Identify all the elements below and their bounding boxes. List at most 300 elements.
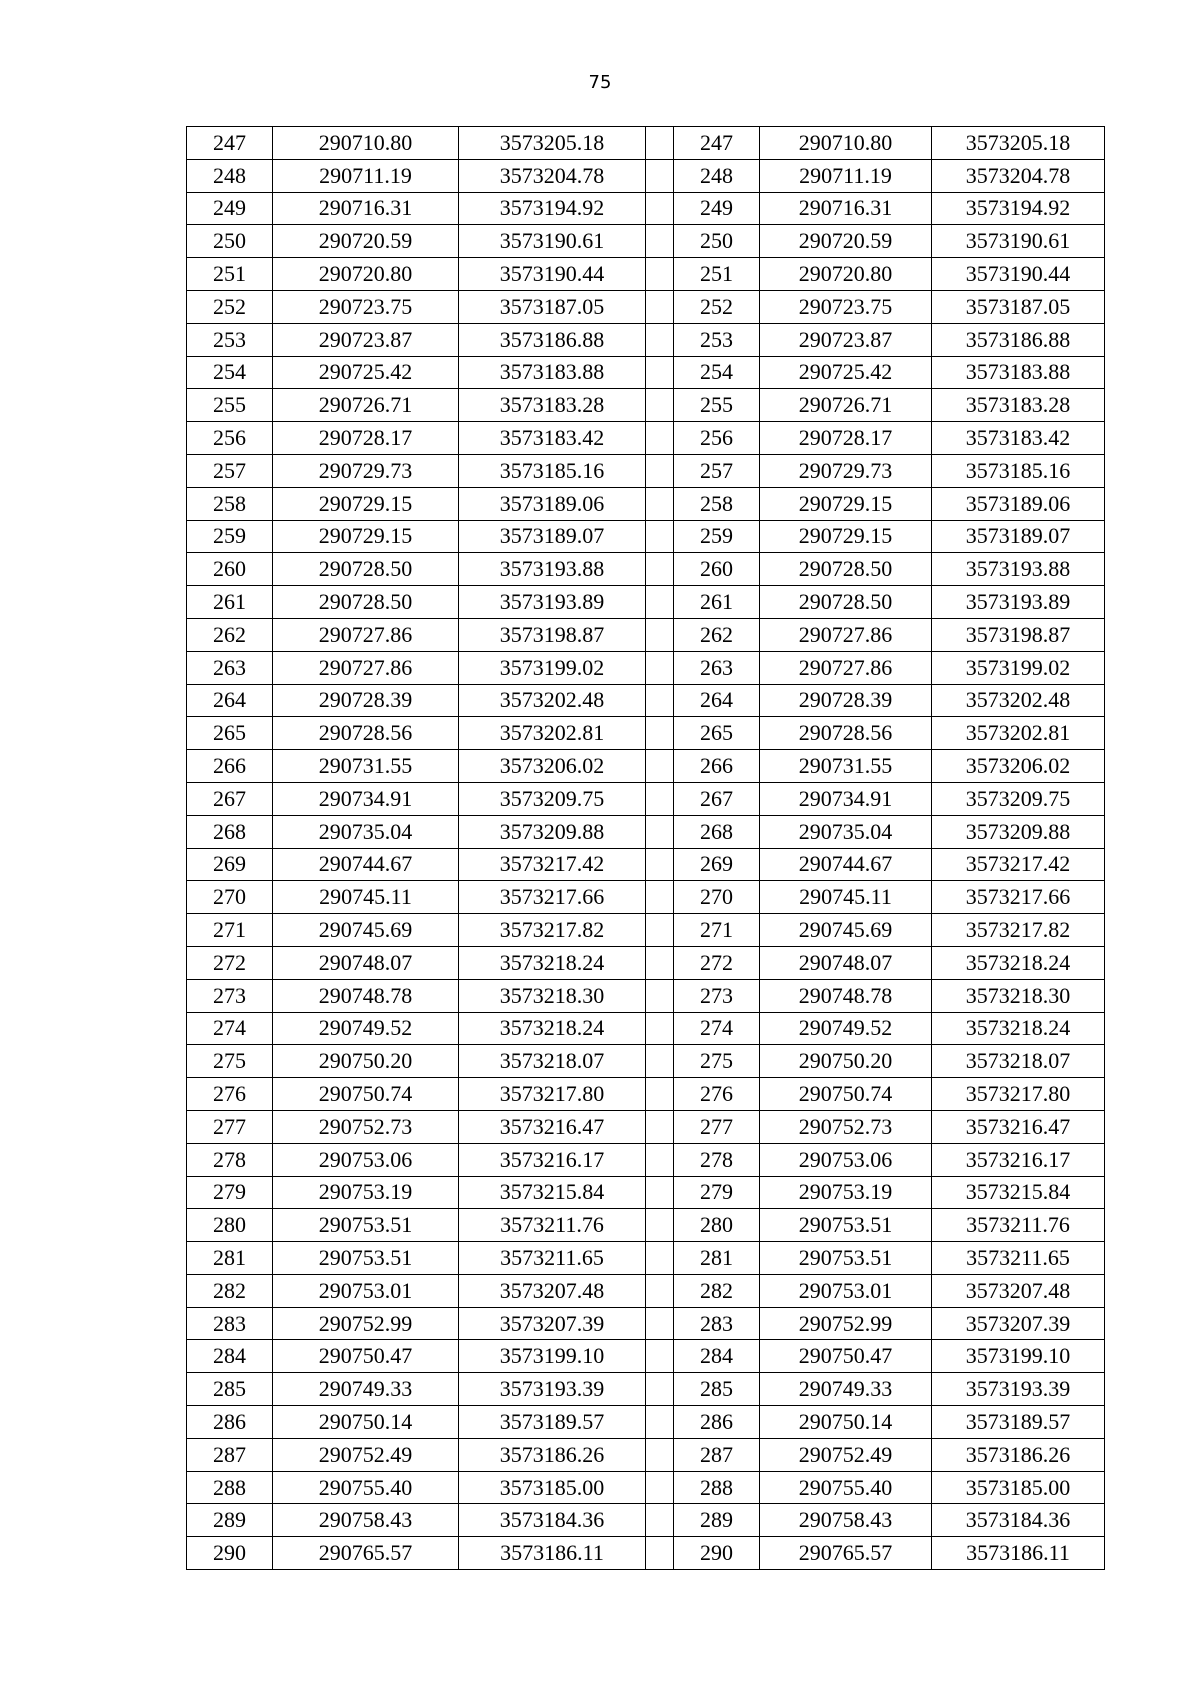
left-y-coordinate-cell: 3573217.80	[459, 1078, 646, 1111]
separator-cell	[646, 946, 674, 979]
right-x-coordinate-cell: 290753.19	[760, 1176, 932, 1209]
left-point-number-cell: 269	[187, 848, 273, 881]
right-point-number-cell: 270	[674, 881, 760, 914]
table-row	[187, 1274, 1105, 1307]
left-y-coordinate-cell: 3573185.16	[459, 454, 646, 487]
left-y-coordinate-cell: 3573202.81	[459, 717, 646, 750]
separator-cell	[646, 684, 674, 717]
left-y-coordinate-cell: 3573217.66	[459, 881, 646, 914]
left-y-coordinate-cell: 3573198.87	[459, 618, 646, 651]
left-point-number-cell: 285	[187, 1373, 273, 1406]
right-point-number-cell: 257	[674, 454, 760, 487]
left-point-number-cell: 255	[187, 389, 273, 422]
right-point-number-cell: 271	[674, 914, 760, 947]
right-y-coordinate-cell: 3573193.39	[932, 1373, 1105, 1406]
right-point-number-cell: 264	[674, 684, 760, 717]
right-y-coordinate-cell: 3573206.02	[932, 750, 1105, 783]
right-x-coordinate-cell: 290728.17	[760, 422, 932, 455]
left-x-coordinate-cell: 290750.74	[273, 1078, 459, 1111]
right-x-coordinate-cell: 290723.87	[760, 323, 932, 356]
right-y-coordinate-cell: 3573217.42	[932, 848, 1105, 881]
right-y-coordinate-cell: 3573216.17	[932, 1143, 1105, 1176]
left-point-number-cell: 283	[187, 1307, 273, 1340]
table-row	[187, 651, 1105, 684]
left-point-number-cell: 266	[187, 750, 273, 783]
left-y-coordinate-cell: 3573216.17	[459, 1143, 646, 1176]
left-y-coordinate-cell: 3573183.88	[459, 356, 646, 389]
right-y-coordinate-cell: 3573202.48	[932, 684, 1105, 717]
left-x-coordinate-cell: 290727.86	[273, 618, 459, 651]
table-row	[187, 684, 1105, 717]
left-y-coordinate-cell: 3573193.88	[459, 553, 646, 586]
right-y-coordinate-cell: 3573199.10	[932, 1340, 1105, 1373]
left-x-coordinate-cell: 290765.57	[273, 1537, 459, 1570]
left-y-coordinate-cell: 3573186.11	[459, 1537, 646, 1570]
left-x-coordinate-cell: 290753.06	[273, 1143, 459, 1176]
right-point-number-cell: 274	[674, 1012, 760, 1045]
right-x-coordinate-cell: 290758.43	[760, 1504, 932, 1537]
right-point-number-cell: 263	[674, 651, 760, 684]
left-point-number-cell: 253	[187, 323, 273, 356]
separator-cell	[646, 782, 674, 815]
right-point-number-cell: 261	[674, 586, 760, 619]
left-x-coordinate-cell: 290729.73	[273, 454, 459, 487]
separator-cell	[646, 1045, 674, 1078]
right-x-coordinate-cell: 290716.31	[760, 192, 932, 225]
table-row	[187, 356, 1105, 389]
left-point-number-cell: 274	[187, 1012, 273, 1045]
left-point-number-cell: 257	[187, 454, 273, 487]
separator-cell	[646, 586, 674, 619]
separator-cell	[646, 553, 674, 586]
left-y-coordinate-cell: 3573217.42	[459, 848, 646, 881]
table-row	[187, 1504, 1105, 1537]
separator-cell	[646, 1373, 674, 1406]
left-point-number-cell: 250	[187, 225, 273, 258]
right-y-coordinate-cell: 3573215.84	[932, 1176, 1105, 1209]
right-y-coordinate-cell: 3573194.92	[932, 192, 1105, 225]
right-x-coordinate-cell: 290752.73	[760, 1110, 932, 1143]
right-y-coordinate-cell: 3573211.65	[932, 1242, 1105, 1275]
table-row	[187, 848, 1105, 881]
left-point-number-cell: 277	[187, 1110, 273, 1143]
left-x-coordinate-cell: 290716.31	[273, 192, 459, 225]
table-row	[187, 1537, 1105, 1570]
left-y-coordinate-cell: 3573218.24	[459, 1012, 646, 1045]
table-row	[187, 1209, 1105, 1242]
right-y-coordinate-cell: 3573199.02	[932, 651, 1105, 684]
right-y-coordinate-cell: 3573185.00	[932, 1471, 1105, 1504]
separator-cell	[646, 323, 674, 356]
left-y-coordinate-cell: 3573185.00	[459, 1471, 646, 1504]
left-point-number-cell: 276	[187, 1078, 273, 1111]
left-point-number-cell: 273	[187, 979, 273, 1012]
right-point-number-cell: 256	[674, 422, 760, 455]
separator-cell	[646, 1110, 674, 1143]
table-row	[187, 1242, 1105, 1275]
left-y-coordinate-cell: 3573190.61	[459, 225, 646, 258]
left-y-coordinate-cell: 3573189.06	[459, 487, 646, 520]
left-point-number-cell: 248	[187, 159, 273, 192]
left-point-number-cell: 265	[187, 717, 273, 750]
right-y-coordinate-cell: 3573190.44	[932, 258, 1105, 291]
table-row	[187, 454, 1105, 487]
separator-cell	[646, 914, 674, 947]
left-point-number-cell: 289	[187, 1504, 273, 1537]
left-point-number-cell: 286	[187, 1406, 273, 1439]
left-point-number-cell: 272	[187, 946, 273, 979]
right-y-coordinate-cell: 3573185.16	[932, 454, 1105, 487]
right-y-coordinate-cell: 3573193.89	[932, 586, 1105, 619]
left-y-coordinate-cell: 3573217.82	[459, 914, 646, 947]
left-point-number-cell: 264	[187, 684, 273, 717]
right-x-coordinate-cell: 290753.06	[760, 1143, 932, 1176]
right-point-number-cell: 269	[674, 848, 760, 881]
right-y-coordinate-cell: 3573211.76	[932, 1209, 1105, 1242]
table-row	[187, 192, 1105, 225]
left-point-number-cell: 260	[187, 553, 273, 586]
left-y-coordinate-cell: 3573209.88	[459, 815, 646, 848]
left-x-coordinate-cell: 290728.39	[273, 684, 459, 717]
left-point-number-cell: 263	[187, 651, 273, 684]
separator-cell	[646, 651, 674, 684]
table-row	[187, 127, 1105, 160]
left-y-coordinate-cell: 3573218.07	[459, 1045, 646, 1078]
left-y-coordinate-cell: 3573207.39	[459, 1307, 646, 1340]
right-point-number-cell: 250	[674, 225, 760, 258]
page-number: 75	[588, 72, 612, 93]
separator-cell	[646, 1274, 674, 1307]
right-y-coordinate-cell: 3573217.66	[932, 881, 1105, 914]
right-y-coordinate-cell: 3573183.28	[932, 389, 1105, 422]
separator-cell	[646, 1012, 674, 1045]
right-y-coordinate-cell: 3573183.88	[932, 356, 1105, 389]
right-point-number-cell: 251	[674, 258, 760, 291]
left-point-number-cell: 288	[187, 1471, 273, 1504]
left-x-coordinate-cell: 290752.99	[273, 1307, 459, 1340]
right-y-coordinate-cell: 3573218.30	[932, 979, 1105, 1012]
right-y-coordinate-cell: 3573209.75	[932, 782, 1105, 815]
right-point-number-cell: 289	[674, 1504, 760, 1537]
left-point-number-cell: 290	[187, 1537, 273, 1570]
separator-cell	[646, 1143, 674, 1176]
right-x-coordinate-cell: 290728.50	[760, 586, 932, 619]
left-point-number-cell: 270	[187, 881, 273, 914]
separator-cell	[646, 520, 674, 553]
left-point-number-cell: 282	[187, 1274, 273, 1307]
right-x-coordinate-cell: 290728.50	[760, 553, 932, 586]
right-point-number-cell: 273	[674, 979, 760, 1012]
right-point-number-cell: 258	[674, 487, 760, 520]
separator-cell	[646, 1307, 674, 1340]
right-y-coordinate-cell: 3573218.07	[932, 1045, 1105, 1078]
right-x-coordinate-cell: 290729.73	[760, 454, 932, 487]
separator-cell	[646, 225, 674, 258]
left-x-coordinate-cell: 290725.42	[273, 356, 459, 389]
left-y-coordinate-cell: 3573190.44	[459, 258, 646, 291]
left-point-number-cell: 279	[187, 1176, 273, 1209]
coordinates-table-body	[187, 127, 1105, 1570]
table-row	[187, 1176, 1105, 1209]
separator-cell	[646, 389, 674, 422]
right-x-coordinate-cell: 290727.86	[760, 651, 932, 684]
left-point-number-cell: 268	[187, 815, 273, 848]
left-y-coordinate-cell: 3573218.30	[459, 979, 646, 1012]
left-y-coordinate-cell: 3573184.36	[459, 1504, 646, 1537]
left-x-coordinate-cell: 290729.15	[273, 487, 459, 520]
left-y-coordinate-cell: 3573199.02	[459, 651, 646, 684]
left-x-coordinate-cell: 290728.50	[273, 586, 459, 619]
right-x-coordinate-cell: 290729.15	[760, 487, 932, 520]
table-row	[187, 258, 1105, 291]
left-x-coordinate-cell: 290752.73	[273, 1110, 459, 1143]
right-x-coordinate-cell: 290765.57	[760, 1537, 932, 1570]
left-x-coordinate-cell: 290753.01	[273, 1274, 459, 1307]
left-x-coordinate-cell: 290723.87	[273, 323, 459, 356]
table-row	[187, 782, 1105, 815]
separator-cell	[646, 356, 674, 389]
left-y-coordinate-cell: 3573183.28	[459, 389, 646, 422]
separator-cell	[646, 159, 674, 192]
table-row	[187, 1340, 1105, 1373]
separator-cell	[646, 258, 674, 291]
right-x-coordinate-cell: 290723.75	[760, 290, 932, 323]
right-point-number-cell: 268	[674, 815, 760, 848]
right-point-number-cell: 277	[674, 1110, 760, 1143]
left-point-number-cell: 247	[187, 127, 273, 160]
right-y-coordinate-cell: 3573205.18	[932, 127, 1105, 160]
right-point-number-cell: 248	[674, 159, 760, 192]
right-x-coordinate-cell: 290750.74	[760, 1078, 932, 1111]
right-x-coordinate-cell: 290750.20	[760, 1045, 932, 1078]
separator-cell	[646, 1504, 674, 1537]
right-y-coordinate-cell: 3573207.48	[932, 1274, 1105, 1307]
left-y-coordinate-cell: 3573216.47	[459, 1110, 646, 1143]
right-point-number-cell: 280	[674, 1209, 760, 1242]
right-x-coordinate-cell: 290734.91	[760, 782, 932, 815]
right-x-coordinate-cell: 290750.47	[760, 1340, 932, 1373]
left-y-coordinate-cell: 3573211.76	[459, 1209, 646, 1242]
right-point-number-cell: 276	[674, 1078, 760, 1111]
separator-cell	[646, 1176, 674, 1209]
right-point-number-cell: 267	[674, 782, 760, 815]
right-point-number-cell: 288	[674, 1471, 760, 1504]
left-point-number-cell: 275	[187, 1045, 273, 1078]
right-point-number-cell: 255	[674, 389, 760, 422]
table-row	[187, 1143, 1105, 1176]
left-x-coordinate-cell: 290753.51	[273, 1242, 459, 1275]
right-point-number-cell: 283	[674, 1307, 760, 1340]
left-x-coordinate-cell: 290723.75	[273, 290, 459, 323]
left-x-coordinate-cell: 290745.11	[273, 881, 459, 914]
separator-cell	[646, 815, 674, 848]
left-y-coordinate-cell: 3573189.07	[459, 520, 646, 553]
left-y-coordinate-cell: 3573202.48	[459, 684, 646, 717]
separator-cell	[646, 1242, 674, 1275]
right-x-coordinate-cell: 290744.67	[760, 848, 932, 881]
table-row	[187, 1438, 1105, 1471]
right-point-number-cell: 281	[674, 1242, 760, 1275]
right-y-coordinate-cell: 3573202.81	[932, 717, 1105, 750]
right-y-coordinate-cell: 3573183.42	[932, 422, 1105, 455]
left-y-coordinate-cell: 3573186.88	[459, 323, 646, 356]
left-y-coordinate-cell: 3573211.65	[459, 1242, 646, 1275]
left-y-coordinate-cell: 3573218.24	[459, 946, 646, 979]
separator-cell	[646, 1078, 674, 1111]
table-row	[187, 1012, 1105, 1045]
table-row	[187, 225, 1105, 258]
left-point-number-cell: 262	[187, 618, 273, 651]
right-y-coordinate-cell: 3573186.88	[932, 323, 1105, 356]
right-point-number-cell: 285	[674, 1373, 760, 1406]
right-x-coordinate-cell: 290753.51	[760, 1242, 932, 1275]
right-y-coordinate-cell: 3573193.88	[932, 553, 1105, 586]
right-x-coordinate-cell: 290711.19	[760, 159, 932, 192]
table-row	[187, 717, 1105, 750]
right-point-number-cell: 252	[674, 290, 760, 323]
separator-cell	[646, 979, 674, 1012]
left-x-coordinate-cell: 290729.15	[273, 520, 459, 553]
right-point-number-cell: 266	[674, 750, 760, 783]
right-x-coordinate-cell: 290725.42	[760, 356, 932, 389]
left-y-coordinate-cell: 3573207.48	[459, 1274, 646, 1307]
right-y-coordinate-cell: 3573218.24	[932, 946, 1105, 979]
left-x-coordinate-cell: 290727.86	[273, 651, 459, 684]
right-point-number-cell: 265	[674, 717, 760, 750]
right-y-coordinate-cell: 3573209.88	[932, 815, 1105, 848]
right-y-coordinate-cell: 3573189.07	[932, 520, 1105, 553]
separator-cell	[646, 1471, 674, 1504]
right-y-coordinate-cell: 3573207.39	[932, 1307, 1105, 1340]
right-x-coordinate-cell: 290735.04	[760, 815, 932, 848]
right-y-coordinate-cell: 3573190.61	[932, 225, 1105, 258]
right-y-coordinate-cell: 3573217.82	[932, 914, 1105, 947]
left-y-coordinate-cell: 3573206.02	[459, 750, 646, 783]
right-point-number-cell: 272	[674, 946, 760, 979]
right-y-coordinate-cell: 3573204.78	[932, 159, 1105, 192]
left-x-coordinate-cell: 290753.19	[273, 1176, 459, 1209]
left-y-coordinate-cell: 3573189.57	[459, 1406, 646, 1439]
left-point-number-cell: 261	[187, 586, 273, 619]
right-point-number-cell: 253	[674, 323, 760, 356]
right-y-coordinate-cell: 3573186.26	[932, 1438, 1105, 1471]
left-x-coordinate-cell: 290728.56	[273, 717, 459, 750]
right-x-coordinate-cell: 290726.71	[760, 389, 932, 422]
right-y-coordinate-cell: 3573184.36	[932, 1504, 1105, 1537]
left-point-number-cell: 278	[187, 1143, 273, 1176]
right-x-coordinate-cell: 290749.33	[760, 1373, 932, 1406]
left-y-coordinate-cell: 3573215.84	[459, 1176, 646, 1209]
left-x-coordinate-cell: 290734.91	[273, 782, 459, 815]
right-x-coordinate-cell: 290750.14	[760, 1406, 932, 1439]
separator-cell	[646, 192, 674, 225]
right-y-coordinate-cell: 3573189.57	[932, 1406, 1105, 1439]
left-y-coordinate-cell: 3573199.10	[459, 1340, 646, 1373]
separator-cell	[646, 618, 674, 651]
right-x-coordinate-cell: 290728.39	[760, 684, 932, 717]
coordinates-table	[186, 126, 1105, 1570]
right-point-number-cell: 247	[674, 127, 760, 160]
table-row	[187, 1406, 1105, 1439]
left-x-coordinate-cell: 290755.40	[273, 1471, 459, 1504]
separator-cell	[646, 454, 674, 487]
right-point-number-cell: 282	[674, 1274, 760, 1307]
left-x-coordinate-cell: 290749.33	[273, 1373, 459, 1406]
right-point-number-cell: 262	[674, 618, 760, 651]
right-x-coordinate-cell: 290727.86	[760, 618, 932, 651]
right-point-number-cell: 249	[674, 192, 760, 225]
left-x-coordinate-cell: 290748.07	[273, 946, 459, 979]
left-y-coordinate-cell: 3573205.18	[459, 127, 646, 160]
table-row	[187, 979, 1105, 1012]
left-y-coordinate-cell: 3573186.26	[459, 1438, 646, 1471]
left-point-number-cell: 249	[187, 192, 273, 225]
left-x-coordinate-cell: 290728.17	[273, 422, 459, 455]
left-y-coordinate-cell: 3573209.75	[459, 782, 646, 815]
right-x-coordinate-cell: 290752.49	[760, 1438, 932, 1471]
right-x-coordinate-cell: 290731.55	[760, 750, 932, 783]
left-x-coordinate-cell: 290745.69	[273, 914, 459, 947]
table-row	[187, 1471, 1105, 1504]
left-point-number-cell: 251	[187, 258, 273, 291]
left-x-coordinate-cell: 290750.14	[273, 1406, 459, 1439]
separator-cell	[646, 290, 674, 323]
table-row	[187, 323, 1105, 356]
right-point-number-cell: 275	[674, 1045, 760, 1078]
separator-cell	[646, 422, 674, 455]
separator-cell	[646, 1340, 674, 1373]
left-point-number-cell: 252	[187, 290, 273, 323]
left-x-coordinate-cell: 290758.43	[273, 1504, 459, 1537]
left-y-coordinate-cell: 3573187.05	[459, 290, 646, 323]
left-x-coordinate-cell: 290710.80	[273, 127, 459, 160]
left-y-coordinate-cell: 3573183.42	[459, 422, 646, 455]
separator-cell	[646, 750, 674, 783]
left-y-coordinate-cell: 3573204.78	[459, 159, 646, 192]
table-row	[187, 618, 1105, 651]
right-x-coordinate-cell: 290749.52	[760, 1012, 932, 1045]
table-row	[187, 159, 1105, 192]
table-row	[187, 914, 1105, 947]
left-point-number-cell: 258	[187, 487, 273, 520]
table-row	[187, 815, 1105, 848]
right-x-coordinate-cell: 290729.15	[760, 520, 932, 553]
left-point-number-cell: 256	[187, 422, 273, 455]
left-x-coordinate-cell: 290752.49	[273, 1438, 459, 1471]
left-x-coordinate-cell: 290728.50	[273, 553, 459, 586]
left-x-coordinate-cell: 290750.20	[273, 1045, 459, 1078]
right-point-number-cell: 279	[674, 1176, 760, 1209]
table-row	[187, 520, 1105, 553]
left-y-coordinate-cell: 3573193.89	[459, 586, 646, 619]
table-row	[187, 586, 1105, 619]
left-x-coordinate-cell: 290748.78	[273, 979, 459, 1012]
separator-cell	[646, 1406, 674, 1439]
separator-cell	[646, 1537, 674, 1570]
right-x-coordinate-cell: 290748.07	[760, 946, 932, 979]
right-x-coordinate-cell: 290752.99	[760, 1307, 932, 1340]
separator-cell	[646, 127, 674, 160]
right-x-coordinate-cell: 290745.11	[760, 881, 932, 914]
right-point-number-cell: 287	[674, 1438, 760, 1471]
table-row	[187, 487, 1105, 520]
right-y-coordinate-cell: 3573198.87	[932, 618, 1105, 651]
left-y-coordinate-cell: 3573193.39	[459, 1373, 646, 1406]
separator-cell	[646, 717, 674, 750]
right-point-number-cell: 254	[674, 356, 760, 389]
table-row	[187, 1110, 1105, 1143]
left-point-number-cell: 280	[187, 1209, 273, 1242]
